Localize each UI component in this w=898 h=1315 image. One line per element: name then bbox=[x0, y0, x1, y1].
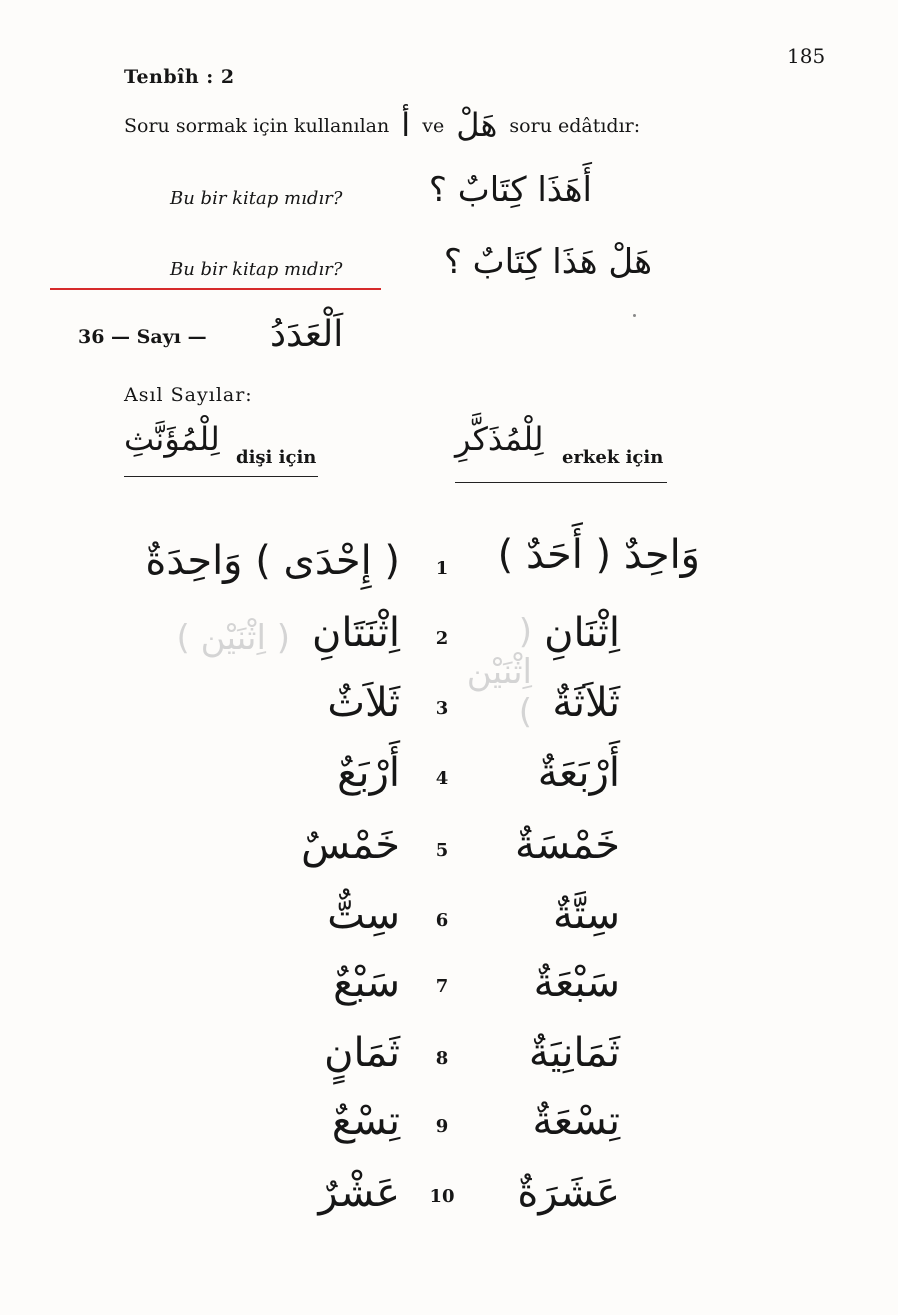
particle-hamza: أ bbox=[401, 106, 411, 144]
feminine-rule bbox=[124, 476, 318, 477]
row-number-8: 8 bbox=[435, 1048, 449, 1069]
section-heading: 36 — Sayı — bbox=[78, 326, 207, 348]
note-text-before: Soru sormak için kullanılan bbox=[124, 115, 390, 137]
masculine-number-3: ثَلاَثَةٌ bbox=[552, 680, 620, 726]
masculine-rule bbox=[455, 482, 667, 483]
masculine-number-2-faint: ( اِثْنَيْن ) bbox=[466, 612, 532, 732]
masculine-number-10: عَشَرَةٌ bbox=[517, 1170, 620, 1216]
note-text-after: soru edâtıdır: bbox=[509, 115, 641, 137]
masculine-number-5: خَمْسَةٌ bbox=[515, 822, 620, 868]
example-1-turkish: Bu bir kitap mıdır? bbox=[170, 188, 343, 209]
row-number-4: 4 bbox=[435, 768, 449, 789]
masculine-number-2: اِثْنَانِ bbox=[544, 610, 620, 656]
row-number-7: 7 bbox=[435, 976, 449, 997]
note-text-ve: ve bbox=[422, 115, 445, 137]
masculine-number-1: وَاحِدٌ ( أَحَدٌ ) bbox=[497, 532, 700, 578]
masculine-number-4: أَرْبَعَةٌ bbox=[537, 750, 620, 796]
masculine-number-9: تِسْعَةٌ bbox=[532, 1098, 620, 1144]
subheading: Asıl Sayılar: bbox=[124, 384, 253, 406]
feminine-number-5: خَمْسٌ bbox=[301, 822, 400, 868]
row-number-1: 1 bbox=[435, 558, 449, 579]
feminine-number-9: تِسْعٌ bbox=[331, 1098, 400, 1144]
feminine-number-2: اِثْنَتَانِ bbox=[312, 610, 400, 656]
note-title: Tenbîh : 2 bbox=[124, 66, 235, 88]
margin-mark bbox=[633, 314, 636, 317]
feminine-number-10: عَشْرٌ bbox=[318, 1170, 400, 1216]
masculine-number-7: سَبْعَةٌ bbox=[533, 960, 620, 1006]
row-number-6: 6 bbox=[435, 910, 449, 931]
masculine-number-6: سِتَّةٌ bbox=[552, 892, 620, 938]
masculine-arabic-heading: لِلْمُذَكَّرِ bbox=[455, 420, 544, 458]
feminine-number-2-faint: ( اِثْنَيْن ) bbox=[176, 618, 290, 658]
feminine-number-3: ثَلاَثٌ bbox=[327, 680, 400, 726]
feminine-number-8: ثَمَانٍ bbox=[324, 1030, 400, 1076]
row-number-5: 5 bbox=[435, 840, 449, 861]
example-2-arabic: هَلْ هَذَا كِتَابٌ ؟ bbox=[443, 242, 652, 282]
red-underline bbox=[50, 288, 381, 290]
feminine-number-1: ( إِحْدَى ) وَاحِدَةٌ bbox=[145, 538, 400, 584]
row-number-2: 2 bbox=[435, 628, 449, 649]
example-2-turkish: Bu bir kitap mıdır? bbox=[170, 259, 343, 280]
note-line bbox=[124, 106, 640, 144]
feminine-label: dişi için bbox=[236, 447, 317, 468]
section-arabic-title: اَلْعَدَدُ bbox=[270, 314, 344, 355]
feminine-number-6: سِتٌّ bbox=[327, 892, 400, 938]
page-number: 185 bbox=[787, 44, 826, 68]
masculine-number-8: ثَمَانِيَةٌ bbox=[528, 1030, 620, 1076]
example-1-arabic: أَهَذَا كِتَابٌ ؟ bbox=[428, 170, 592, 210]
particle-hal: هَلْ bbox=[456, 106, 498, 144]
row-number-10: 10 bbox=[429, 1186, 455, 1207]
row-number-9: 9 bbox=[435, 1116, 449, 1137]
feminine-number-7: سَبْعٌ bbox=[333, 960, 400, 1006]
masculine-label: erkek için bbox=[562, 447, 664, 468]
row-number-3: 3 bbox=[435, 698, 449, 719]
feminine-arabic-heading: لِلْمُؤَنَّثِ bbox=[124, 420, 220, 458]
feminine-number-4: أَرْبَعٌ bbox=[337, 750, 400, 796]
